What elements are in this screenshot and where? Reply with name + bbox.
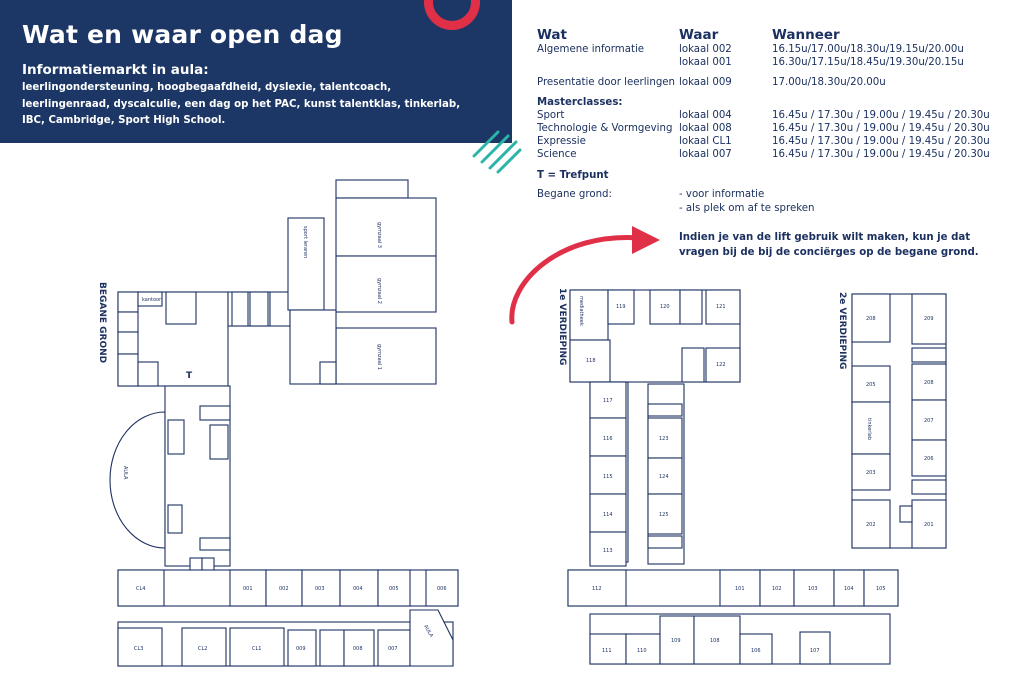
room-label: 119: [616, 304, 626, 310]
table-cell: Sport: [537, 110, 565, 121]
table-cell: Presentatie door leerlingen: [537, 77, 676, 88]
ground-floor-plan: [97, 180, 458, 666]
room-label: 113: [603, 548, 613, 554]
room-label: 208: [924, 380, 934, 386]
room: [138, 362, 158, 386]
floor-label-second: 2e VERDIEPING: [837, 292, 847, 370]
room: [410, 610, 453, 666]
stairwell: [680, 290, 702, 324]
room: [250, 292, 268, 326]
stairwell: [200, 406, 230, 420]
room-label: 001: [243, 586, 253, 592]
info-market-list: leerlingondersteuning, hoogbegaafdheid, dyslexie, talentcoach, leerlingenraad, dyscalculie, een dag op het PAC, kunst talentklas, tinkerlab, IBC, Cambridge, Sport High School.: [22, 82, 461, 126]
stairwell: [648, 404, 682, 416]
room-label: 114: [603, 512, 613, 518]
room: [570, 290, 608, 340]
room-label: 123: [659, 436, 669, 442]
lift: [900, 506, 912, 522]
table-cell: 16.45u / 17.30u / 19.00u / 19.45u / 20.30u: [772, 123, 990, 134]
room: [166, 292, 196, 324]
table-cell: 17.00u/18.30u/20.00u: [772, 77, 886, 88]
room-label: AULA: [122, 466, 128, 480]
room-label: tinkerlab: [866, 418, 872, 440]
room-label: 202: [866, 522, 876, 528]
room-label: 102: [772, 586, 782, 592]
trefpunt-legend: T = Trefpunt: [537, 170, 609, 181]
room-label: gymzaal 1: [376, 344, 382, 370]
room: [118, 312, 138, 332]
room-label: 121: [716, 304, 726, 310]
room-label: CL2: [198, 646, 208, 652]
header-wanneer: Wanneer: [772, 27, 840, 43]
masterclasses-label: Masterclasses:: [537, 97, 623, 108]
room-label: 008: [353, 646, 363, 652]
room-label: 115: [603, 474, 613, 480]
trefpunt-marker: T: [186, 371, 193, 381]
room-label: CL4: [136, 586, 146, 592]
floor-label-first: 1e VERDIEPING: [557, 288, 567, 366]
list-item: - als plek om af te spreken: [679, 203, 815, 214]
room-label: 109: [671, 638, 681, 644]
room-label: 201: [924, 522, 934, 528]
room-label: 105: [876, 586, 886, 592]
room: [320, 362, 336, 384]
room-label: 110: [637, 648, 647, 654]
room: [270, 292, 290, 326]
room-label: 206: [924, 456, 934, 462]
room-label: sport leraren: [302, 226, 308, 259]
room-label: 124: [659, 474, 669, 480]
room-label: CL1: [252, 646, 262, 652]
stairwell: [320, 630, 344, 666]
table-cell: Science: [537, 149, 577, 160]
room-label: kantoor: [142, 297, 162, 303]
stairwell: [912, 480, 946, 494]
wc: [168, 505, 182, 533]
room-label: CL3: [134, 646, 144, 652]
page-title: Wat en waar open dag: [22, 20, 343, 49]
room-label: 107: [810, 648, 820, 654]
table-cell: 16.45u / 17.30u / 19.00u / 19.45u / 20.30u: [772, 136, 990, 147]
table-cell: Technologie & Vormgeving: [537, 123, 673, 134]
room-label: 108: [710, 638, 720, 644]
room-label: 007: [388, 646, 398, 652]
header-waar: Waar: [679, 27, 719, 43]
room-label: gymzaal 3: [376, 222, 382, 248]
table-cell: 16.15u/17.00u/18.30u/19.15u/20.00u: [772, 44, 964, 55]
table-cell: 16.45u / 17.30u / 19.00u / 19.45u / 20.30u: [772, 110, 990, 121]
room-label: 103: [808, 586, 818, 592]
table-cell: lokaal 008: [679, 123, 732, 134]
table-cell: lokaal 007: [679, 149, 732, 160]
room: [118, 292, 138, 312]
second-floor-plan: [837, 292, 946, 548]
room-label: 209: [924, 316, 934, 322]
table-cell: lokaal 002: [679, 44, 732, 55]
table-cell: 16.30u/17.15u/18.45u/19.30u/20.15u: [772, 57, 964, 68]
room-label: 203: [866, 470, 876, 476]
room: [682, 348, 704, 382]
list-item: - voor informatie: [679, 189, 765, 200]
room-label: mediatheek: [578, 296, 584, 326]
room-label: 004: [353, 586, 363, 592]
gym-room: [336, 256, 436, 312]
room-label: 120: [660, 304, 670, 310]
table-cell: lokaal 004: [679, 110, 732, 121]
table-cell: lokaal 001: [679, 57, 732, 68]
stairwell: [912, 348, 946, 362]
table-cell: lokaal CL1: [679, 136, 732, 147]
gym-room: [336, 198, 436, 256]
room: [168, 420, 184, 454]
stairwell: [648, 536, 682, 548]
room-label: 205: [866, 382, 876, 388]
table-cell: Algemene informatie: [537, 44, 645, 55]
room-label: 111: [602, 648, 612, 654]
room-label: 208: [866, 316, 876, 322]
table-cell: lokaal 009: [679, 77, 732, 88]
room-label: 207: [924, 418, 934, 424]
aula-room: [110, 412, 165, 548]
stairwell: [200, 538, 230, 550]
room: [118, 332, 138, 354]
table-cell: 16.45u / 17.30u / 19.00u / 19.45u / 20.30u: [772, 149, 990, 160]
room-label: 101: [735, 586, 745, 592]
room-label: 002: [279, 586, 289, 592]
room-label: 117: [603, 398, 613, 404]
room-label: 104: [844, 586, 854, 592]
room-label: AULA: [422, 624, 435, 639]
room-label: 116: [603, 436, 613, 442]
banner-subtitle: Informatiemarkt in aula:: [22, 62, 209, 78]
gym-room: [336, 328, 436, 384]
room: [210, 425, 228, 459]
room: [336, 180, 408, 198]
room-label: 125: [659, 512, 669, 518]
lift-note: Indien je van de lift gebruik wilt maken, kun je dat vragen bij de bij de conciërges op de begane grond.: [679, 232, 979, 258]
room-label: 003: [315, 586, 325, 592]
header-wat: Wat: [537, 27, 567, 43]
room-label: 122: [716, 362, 726, 368]
room-label: 118: [586, 358, 596, 364]
room-label: 006: [437, 586, 447, 592]
begane-grond-label: Begane grond:: [537, 189, 612, 200]
room-label: 005: [389, 586, 399, 592]
room-label: 009: [296, 646, 306, 652]
floor-label-ground: BEGANE GROND: [97, 282, 107, 364]
stairwell: [232, 292, 248, 326]
room-label: 112: [592, 586, 602, 592]
room-label: 106: [751, 648, 761, 654]
table-cell: Expressie: [537, 136, 586, 147]
room-label: gymzaal 2: [376, 278, 382, 304]
room: [118, 354, 138, 386]
